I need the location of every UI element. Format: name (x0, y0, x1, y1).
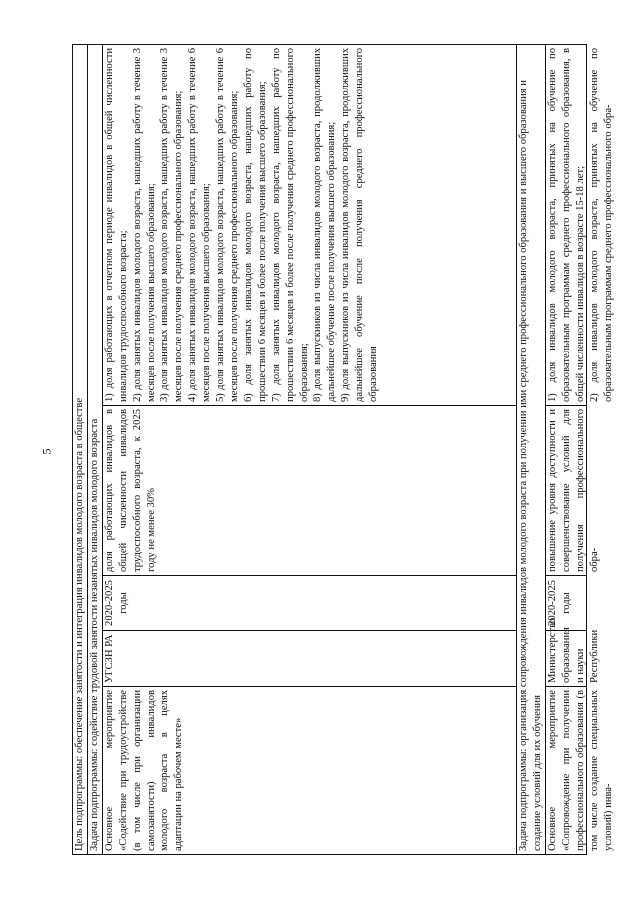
result-cell-1: доля работающих инвалидов в общей численности инвалидов трудоспособного возраста, к 2025 году не менее 30% (103, 405, 516, 575)
task-row-2: Задача подпрограммы: организация сопровождения инвалидов молодого возраста при получении ими среднего профессионального образования и высшего образования и создание условий для их обучения (517, 45, 546, 854)
indicator-item: 1) доля инвалидов молодого возраста, принятых на обучение по образовательным программам среднего профессионального образования, в общей численности инвалидов в возрасте 15-18 лет; (547, 48, 586, 402)
table-row-1 (103, 45, 517, 854)
measure-cell-1: Основное мероприятие «Содействие при трудоустройстве (в том числе при организации самозанятости) инвалидов молодого возраста в целях адаптации на рабочем месте» (103, 686, 516, 854)
indicators-cell-1 (103, 45, 516, 405)
table-row-2 (546, 45, 614, 854)
indicator-item: 8) доля выпускников из числа инвалидов молодого возраста, продолживших дальнейшее обучение после получения высшего образования; (312, 48, 338, 402)
task-row-1: Задача подпрограммы: содействие трудовой занятости незанятых инвалидов молодого возраста (88, 45, 103, 854)
indicator-item: 9) доля выпускников из числа инвалидов молодого возраста, продолживших дальнейшее обучение после получения среднего профессионального образования (340, 48, 380, 402)
period-cell-1: 2020-2025 годы (103, 575, 516, 630)
indicator-item: 3) доля занятых инвалидов молодого возраста, нашедших работу в течение 3 месяцев после получения среднего профессионального образования; (159, 48, 185, 402)
period-cell-2: 2020-2025 годы (546, 575, 586, 630)
page-number: 5 (39, 448, 54, 455)
measure-cell-2: Основное мероприятие «Сопровождение при получении профессионального образования (в том числе создание специальных условий) инва- (546, 686, 586, 854)
executor-cell-2: Министерство образования и науки Республики (546, 630, 586, 686)
indicator-item: 7) доля занятых инвалидов молодого возраста, нашедших работу по прошествии 6 месяцев и более после получения среднего профессионального образования; (270, 48, 310, 402)
indicator-item: 4) доля занятых инвалидов молодого возраста, нашедших работу в течение 6 месяцев после получения высшего образования; (187, 48, 213, 402)
rotated-table-wrapper (72, 44, 614, 855)
program-table (72, 44, 614, 855)
goal-row: Цель подпрограммы: обеспечение занятости и интеграция инвалидов молодого возраста в обществе (73, 45, 88, 854)
result-cell-2: повышение уровня доступности и совершенствование условий для получения профессионального обра- (546, 405, 586, 575)
indicator-item: 2) доля инвалидов молодого возраста, принятых на обучение по образовательным программам среднего профессионального обра- (588, 48, 614, 402)
indicators-cell-2 (546, 45, 614, 405)
indicator-item: 1) доля работающих в отчетном периоде инвалидов в общей численности инвалидов трудоспособного возраста; (103, 48, 129, 402)
indicator-item: 2) доля занятых инвалидов молодого возраста, нашедших работу в течение 3 месяцев после получения высшего образования; (131, 48, 157, 402)
indicator-item: 5) доля занятых инвалидов молодого возраста, нашедших работу в течение 6 месяцев после получения среднего профессионального образования; (215, 48, 240, 402)
executor-cell-1: УГСЗН РА (103, 630, 516, 686)
indicator-item: 6) доля занятых инвалидов молодого возраста, нашедших работу по прошествии 6 месяцев и более после получения высшего образования; (242, 48, 268, 402)
